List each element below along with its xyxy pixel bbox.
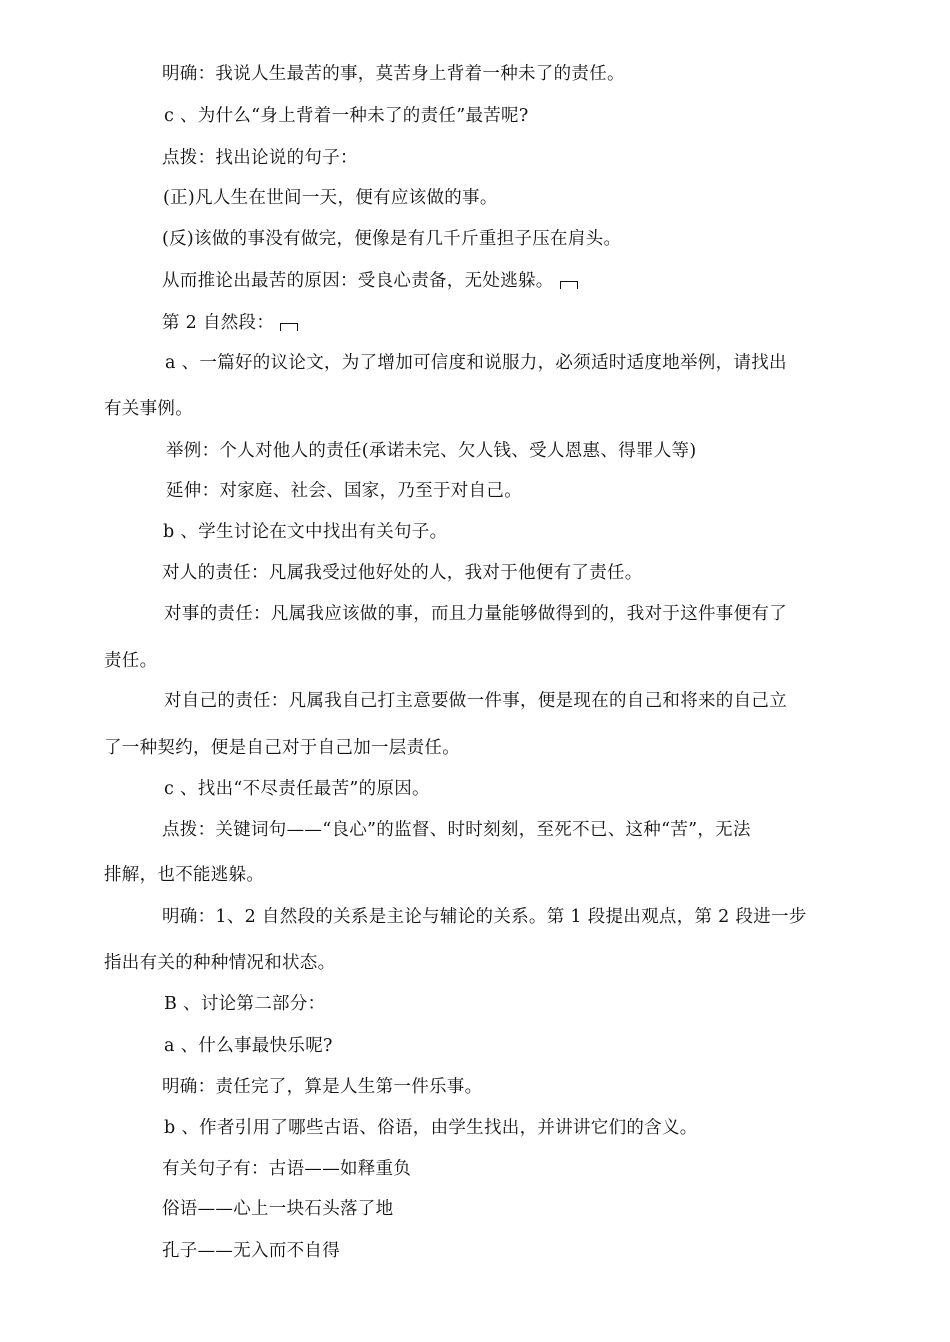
text-line: 排解，也不能逃躲。: [104, 865, 265, 885]
edit-mark-icon: [560, 281, 578, 289]
text-line: B 、讨论第二部分：: [164, 994, 326, 1014]
text-line: 延伸：对家庭、社会、国家，乃至于对自己。: [166, 481, 522, 501]
text-line: 明确：责任完了，算是人生第一件乐事。: [162, 1077, 483, 1097]
text-line: 明确：1、2 自然段的关系是主论与辅论的关系。第 1 段提出观点，第 2 段进一步: [162, 907, 807, 927]
text-line: 指出有关的种种情况和状态。: [104, 953, 336, 973]
text-line: 孔子——无入而不自得: [162, 1241, 340, 1261]
text-line: 俗语——心上一块石头落了地: [162, 1199, 394, 1219]
text-line-with-mark: [162, 270, 578, 292]
text-span: 第 2 自然段：: [162, 313, 275, 333]
text-line: a 、一篇好的议论文，为了增加可信度和说服力，必须适时适度地举例，请找出: [165, 353, 787, 373]
text-span: 从而推论出最苦的原因：受良心责备，无处逃躲。: [162, 271, 554, 291]
text-line: 点拨：找出论说的句子：: [162, 148, 358, 168]
text-line: 责任。: [104, 651, 158, 671]
text-line: b 、学生讨论在文中找出有关句子。: [163, 522, 448, 542]
text-line: c 、为什么“身上背着一种未了的责任”最苦呢?: [164, 106, 529, 126]
edit-mark-icon: [280, 323, 298, 331]
text-line: 对自己的责任：凡属我自己打主意要做一件事，便是现在的自己和将来的自己立: [164, 691, 787, 711]
text-line: 举例：个人对他人的责任(承诺未完、欠人钱、受人恩惠、得罪人等): [166, 441, 697, 461]
text-line: (正)凡人生在世间一天，便有应该做的事。: [163, 188, 498, 208]
text-line: 对事的责任：凡属我应该做的事，而且力量能够做得到的，我对于这件事便有了: [164, 604, 787, 624]
text-line: 有关事例。: [104, 399, 193, 419]
text-line: b 、作者引用了哪些古语、俗语，由学生找出，并讲讲它们的含义。: [164, 1118, 698, 1138]
text-line: a 、什么事最快乐呢?: [164, 1036, 333, 1056]
text-line: c 、找出“不尽责任最苦”的原因。: [164, 779, 430, 799]
text-line: 明确：我说人生最苦的事，莫苦身上背着一种未了的责任。: [162, 64, 625, 84]
text-line: (反)该做的事没有做完，便像是有几千斤重担子压在肩头。: [162, 229, 622, 249]
text-line: 了一种契约，便是自己对于自己加一层责任。: [104, 738, 460, 758]
text-line: 对人的责任：凡属我受过他好处的人，我对于他便有了责任。: [162, 563, 643, 583]
text-line: 点拨：关键词句——“良心”的监督、时时刻刻，至死不已、这种“苦”，无法: [162, 820, 751, 840]
text-line: 有关句子有：古语——如释重负: [162, 1159, 412, 1179]
text-line-with-mark: [162, 312, 298, 334]
